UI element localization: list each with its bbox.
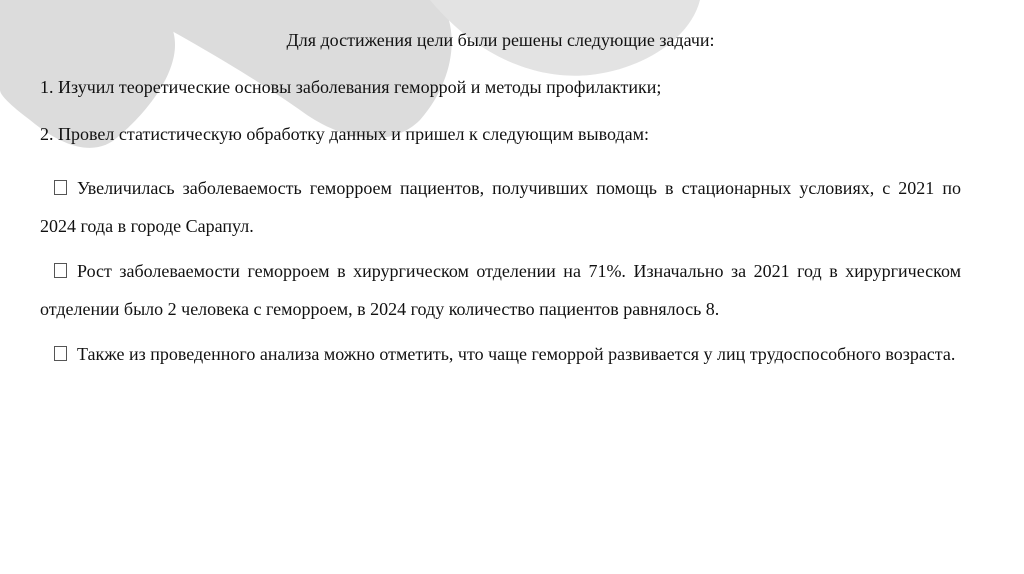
task-item-1: 1. Изучил теоретические основы заболевания геморрой и методы профилактики; (40, 77, 662, 97)
conclusion-item-2 (40, 252, 961, 328)
slide-content (40, 28, 961, 380)
task-item-2: 2. Провел статистическую обработку данных и пришел к следующим выводам: (40, 124, 649, 144)
conclusion-text: Также из проведенного анализа можно отметить, что чаще геморрой развивается у лиц трудоспособного возраста. (77, 344, 956, 364)
conclusion-item-1 (40, 169, 961, 245)
bullet-square-icon (54, 346, 67, 361)
conclusion-item-3 (40, 335, 961, 373)
slide-heading: Для достижения цели были решены следующие задачи: (286, 30, 715, 50)
conclusion-text: Увеличилась заболеваемость геморроем пациентов, получивших помощь в стационарных условиях, с 2021 по 2024 года в городе Сарапул. (40, 178, 961, 236)
bullet-square-icon (54, 180, 67, 195)
conclusion-text: Рост заболеваемости геморроем в хирургическом отделении на 71%. Изначально за 2021 год в хирургическом отделении было 2 человека с геморроем, в 2024 году количество пациентов равнялось 8. (40, 261, 961, 319)
bullet-square-icon (54, 263, 67, 278)
